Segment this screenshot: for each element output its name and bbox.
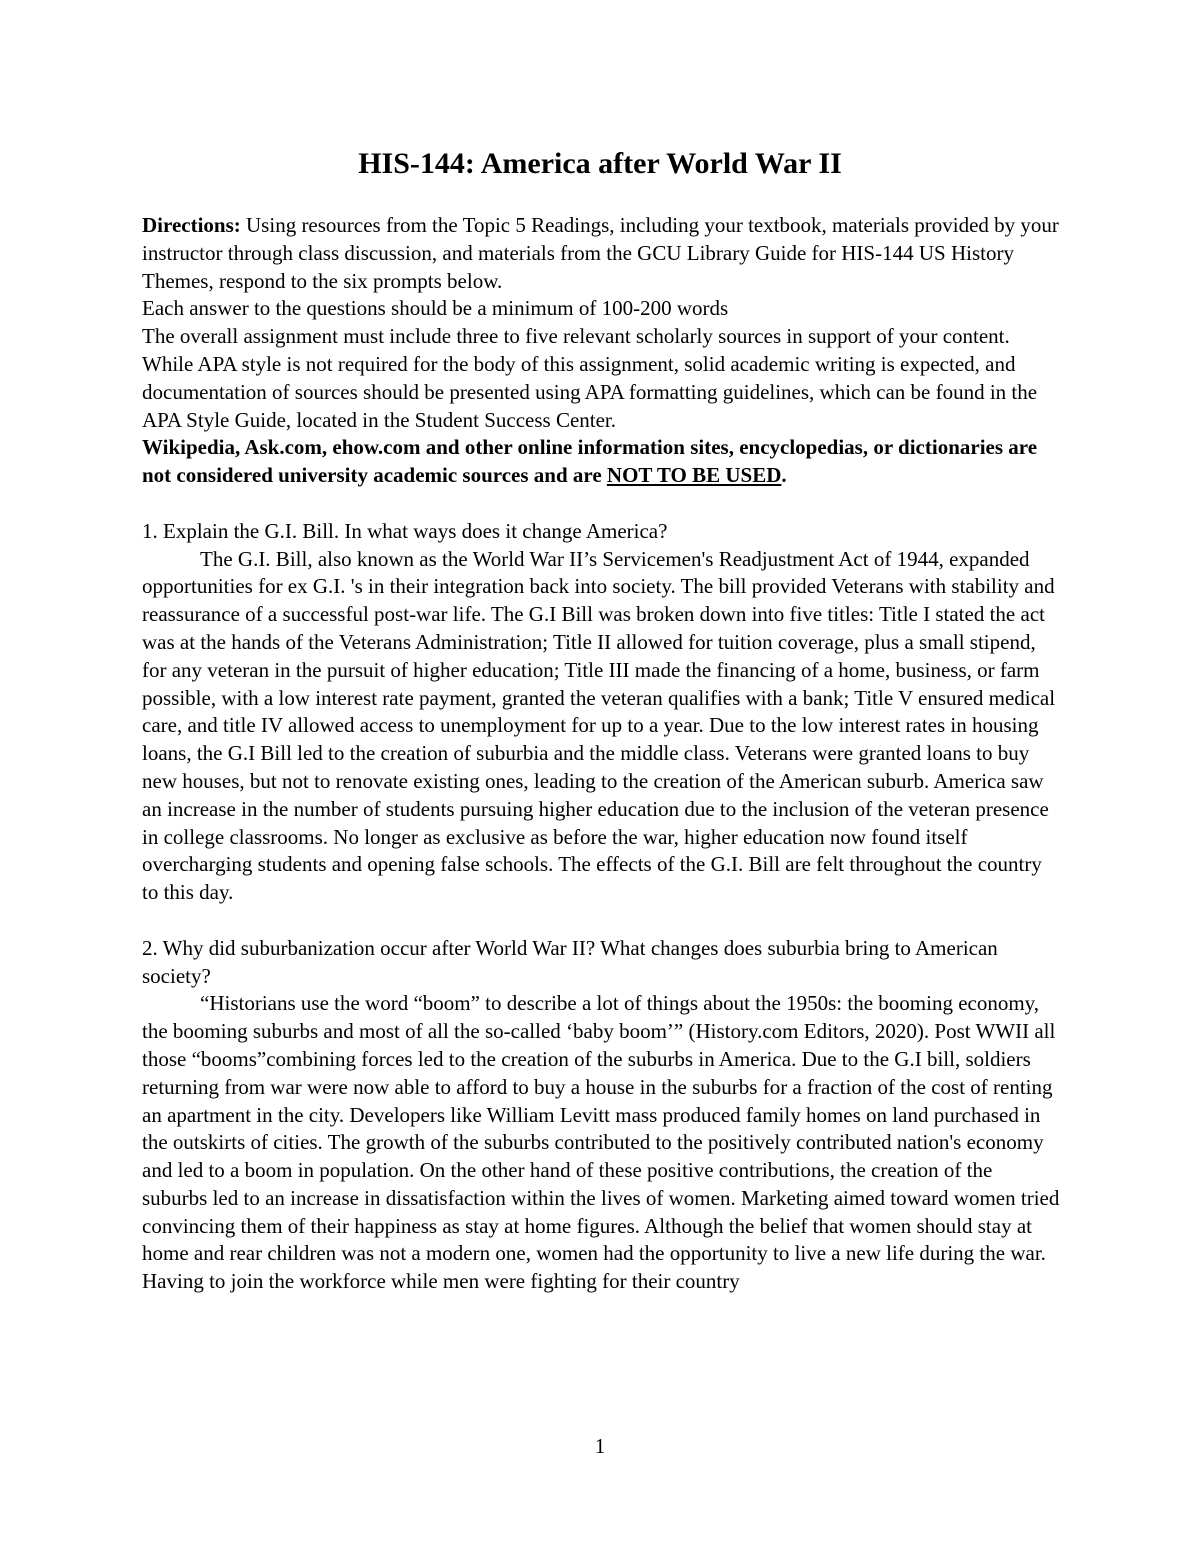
directions-text: Using resources from the Topic 5 Readings, including your textbook, materials provided by your instructor through class discussion, and materials from the GCU Library Guide for HIS-144 US History Themes, respond to the six prompts below. xyxy=(142,213,1059,293)
question-1-answer: The G.I. Bill, also known as the World War II’s Servicemen's Readjustment Act of 1944, expanded opportunities for ex G.I. 's in their integration back into society. The bill provided Veterans with stability and reassurance of a successful post-war life. The G.I Bill was broken down into five titles: Title I stated the act was at the hands of the Veterans Administration; Title II allowed for tuition coverage, plus a small stipend, for any veteran in the pursuit of higher education; Title III made the financing of a home, business, or farm possible, with a low interest rate payment, granted the veteran qualifies with a bank; Title V ensured medical care, and title IV allowed access to unemployment for up to a year. Due to the low interest rates in housing loans, the G.I Bill led to the creation of suburbia and the middle class. Veterans were granted loans to buy new houses, but not to renovate existing ones, leading to the creation of the American suburb. America saw an increase in the number of students pursuing higher education due to the inclusion of the veteran presence in college classrooms. No longer as exclusive as before the war, higher education now found itself overcharging students and opening false schools. The effects of the G.I. Bill are felt throughout the country to this day. xyxy=(142,546,1056,905)
document-body xyxy=(142,212,1062,1296)
warning-text: Wikipedia, Ask.com, ehow.com and other online information sites, encyclopedias, or dictionaries are not considered university academic sources and are xyxy=(142,435,1038,488)
warning-end: . xyxy=(781,463,787,488)
paragraph-gap xyxy=(142,490,1062,518)
question-2-answer: “Historians use the word “boom” to describe a lot of things about the 1950s: the booming economy, the booming suburbs and most of all the so-called ‘baby boom’” (History.com Editors, 2020). Post WWII all those “booms”combining forces led to the creation of the suburbs in America. Due to the G.I bill, soldiers returning from war were now able to afford to buy a house in the suburbs for a fraction of the cost of renting an apartment in the city. Developers like William Levitt mass produced family homes on land purchased in the outskirts of cities. The growth of the suburbs contributed to the positively contributed nation's economy and led to a boom in population. On the other hand of these positive contributions, the creation of the suburbs led to an increase in dissatisfaction within the lives of women. Marketing aimed toward women tried convincing them of their happiness as stay at home figures. Although the belief that women should stay at home and rear children was not a modern one, women had the opportunity to live a new life during the war. Having to join the workforce while men were fighting for their country xyxy=(142,991,1060,1294)
question-1-prompt: 1. Explain the G.I. Bill. In what ways does it change America? xyxy=(142,518,668,543)
directions-paragraph xyxy=(142,212,1062,295)
requirement-sources: The overall assignment must include three to five relevant scholarly sources in support of your content. xyxy=(142,324,1010,349)
question-2-prompt: 2. Why did suburbanization occur after World War II? What changes does suburbia bring to American society? xyxy=(142,935,998,988)
page-number: 1 xyxy=(594,1434,606,1458)
requirement-words: Each answer to the questions should be a minimum of 100-200 words xyxy=(142,296,729,321)
warning-emphasis: NOT TO BE USED xyxy=(606,463,782,488)
document-title: HIS-144: America after World War II xyxy=(358,147,842,180)
sources-warning xyxy=(142,434,1062,490)
directions-label: Directions: xyxy=(142,213,241,237)
apa-note: While APA style is not required for the body of this assignment, solid academic writing is expected, and documentation of sources should be presented using APA formatting guidelines, which can be found in the APA Style Guide, located in the Student Success Center. xyxy=(142,351,1038,432)
paragraph-gap xyxy=(142,907,1062,935)
